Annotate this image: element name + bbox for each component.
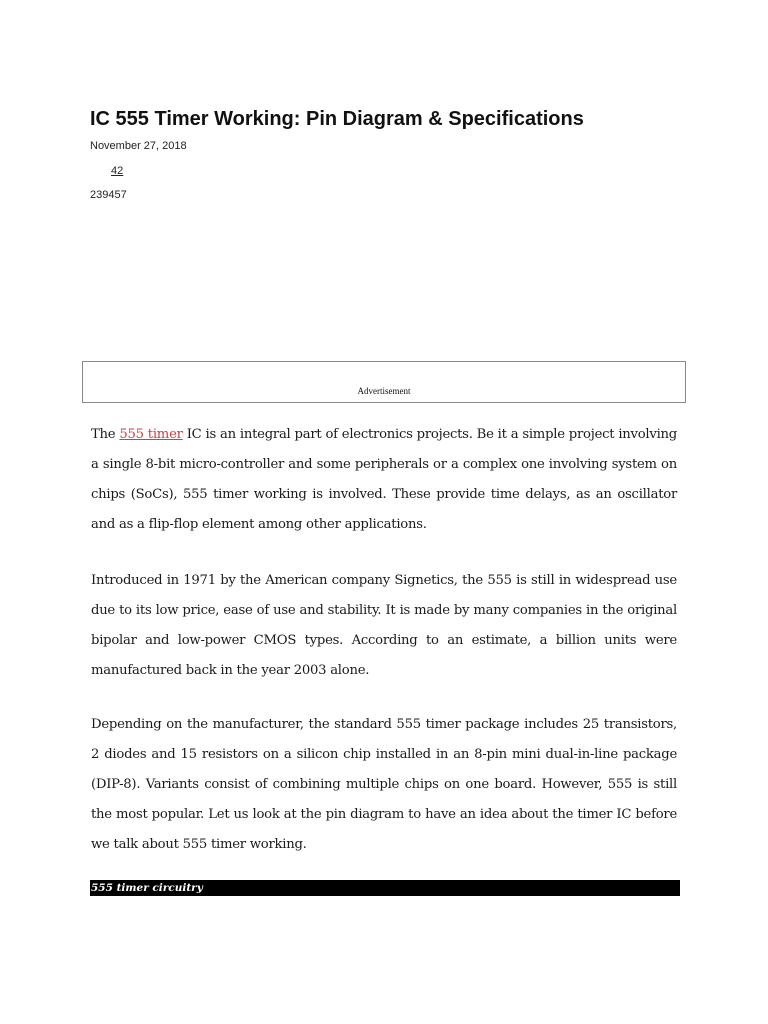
paragraph-package: Depending on the manufacturer, the standard 555 timer package includes 25 transistors, 2 diodes and 15 resistors on a silicon chip installed in an 8-pin mini dual-in-line package (DIP-8). Variants consist of combining multiple chips on one board. However, 555 is still the most popular. Let us look at the pin diagram to have an idea about the timer IC before we talk about 555 timer working.	[91, 717, 677, 852]
advertisement-box[interactable]	[82, 361, 686, 403]
555-timer-link[interactable]: 555 timer	[119, 427, 183, 442]
paragraph-intro	[91, 420, 677, 540]
comments-count-link[interactable]: 42	[111, 165, 124, 177]
paragraph-intro-text: IC is an integral part of electronics projects. Be it a simple project involving a single 8-bit micro-controller and some peripherals or a complex one involving system on chips (SoCs), 555 timer working is involved. These provide time delays, as an oscillator and as a flip-flop element among other applications.	[91, 427, 677, 532]
article-title: IC 555 Timer Working: Pin Diagram & Specifications	[90, 108, 584, 130]
publish-date: November 27, 2018	[90, 140, 187, 152]
figure-caption: 555 timer circuitry	[91, 882, 203, 894]
paragraph-history: Introduced in 1971 by the American company Signetics, the 555 is still in widespread use due to its low price, ease of use and stability. It is made by many companies in the original bipolar and low-power CMOS types. According to an estimate, a billion units were manufactured back in the year 2003 alone.	[91, 573, 677, 678]
paragraph-intro-prefix: The	[91, 427, 120, 442]
views-count: 239457	[90, 189, 127, 201]
figure-caption-bar	[90, 880, 680, 896]
advertisement-label: Advertisement	[357, 386, 411, 396]
